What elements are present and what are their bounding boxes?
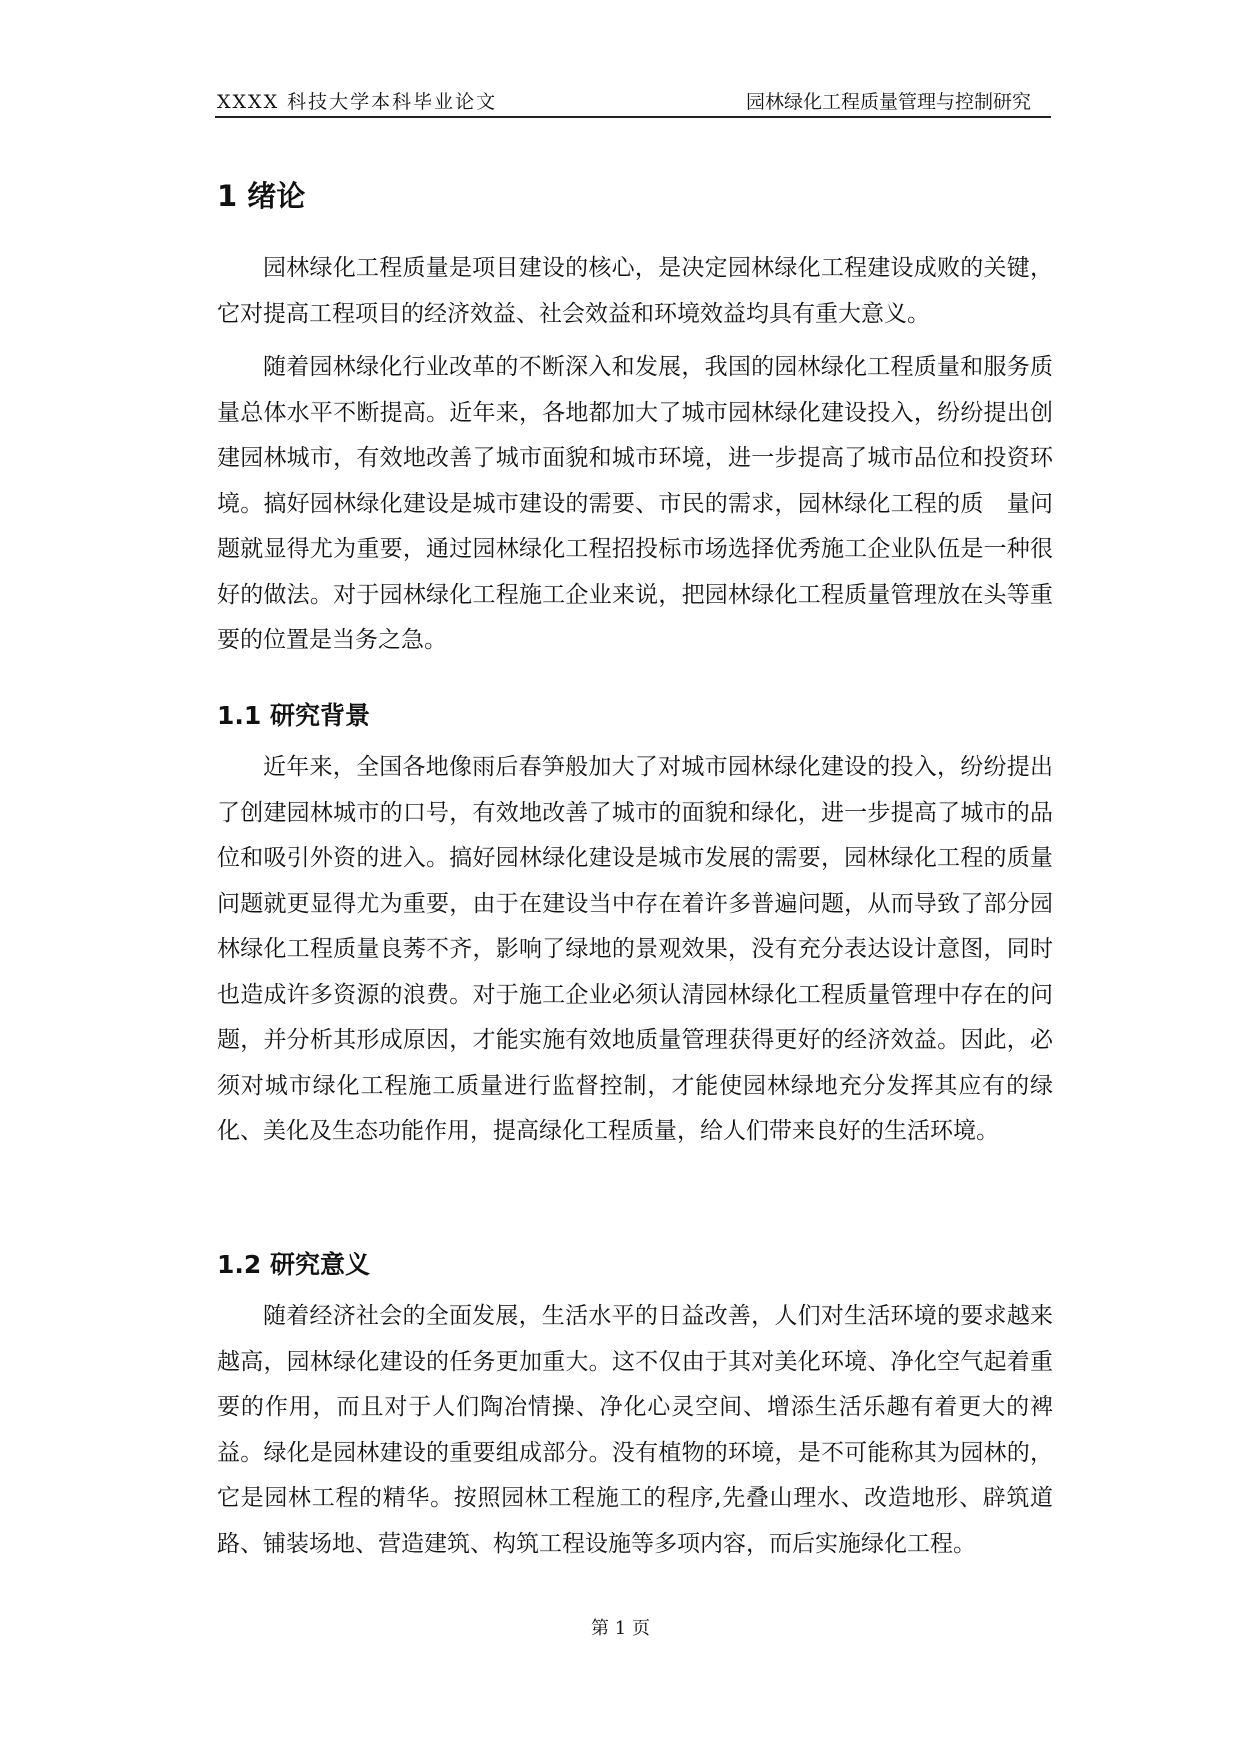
section-heading-background: 1.1 研究背景 (217, 701, 370, 730)
page-header (215, 84, 1051, 118)
section-heading-significance: 1.2 研究意义 (217, 1250, 370, 1279)
chapter-paragraph-2: 随着园林绿化行业改革的不断深入和发展，我国的园林绿化工程质量和服务质量总体水平不断提高。近年来，各地都加大了城市园林绿化建设投入，纷纷提出创建园林城市，有效地改善了城市面貌和城市环境，进一步提高了城市品位和投资环境。搞好园林绿化建设是城市建设的需要、市民的需求，园林绿化工程的质 量问题就显得尤为重要，通过园林绿化工程招投标市场选择优秀施工企业队伍是一种很好的做法。对于园林绿化工程施工企业来说，把园林绿化工程质量管理放在头等重要的位置是当务之急。 (217, 354, 1053, 653)
chapter-paragraph-1: 园林绿化工程质量是项目建设的核心，是决定园林绿化工程建设成败的关键，它对提高工程项目的经济效益、社会效益和环境效益均具有重大意义。 (217, 255, 1053, 327)
section-paragraph-background: 近年来，全国各地像雨后春笋般加大了对城市园林绿化建设的投入，纷纷提出了创建园林城市的口号，有效地改善了城市的面貌和绿化，进一步提高了城市的品位和吸引外资的进入。搞好园林绿化建设是城市发展的需要，园林绿化工程的质量问题就更显得尤为重要，由于在建设当中存在着许多普遍问题，从而导致了部分园林绿化工程质量良莠不齐，影响了绿地的景观效果，没有充分表达设计意图，同时也造成许多资源的浪费。对于施工企业必须认清园林绿化工程质量管理中存在的问题，并分析其形成原因，才能实施有效地质量管理获得更好的经济效益。因此，必须对城市绿化工程施工质量进行监督控制，才能使园林绿地充分发挥其应有的绿化、美化及生态功能作用，提高绿化工程质量，给人们带来良好的生活环境。 (217, 754, 1053, 1144)
header-thesis-title: 园林绿化工程质量管理与控制研究 (745, 91, 1031, 113)
header-university-title: XXXX 科技大学本科毕业论文 (217, 91, 498, 113)
chapter-heading: 1 绪论 (217, 179, 306, 213)
section-paragraph-significance: 随着经济社会的全面发展，生活水平的日益改善，人们对生活环境的要求越来越高，园林绿化建设的任务更加重大。这不仅由于其对美化环境、净化空气起着重要的作用，而且对于人们陶冶情操、净化心灵空间、增添生活乐趣有着更大的裨益。绿化是园林建设的重要组成部分。没有植物的环境，是不可能称其为园林的，它是园林工程的精华。按照园林工程施工的程序,先叠山理水、改造地形、辟筑道路、铺装场地、营造建筑、构筑工程设施等多项内容，而后实施绿化工程。 (217, 1303, 1053, 1557)
page-number: 第 1 页 (591, 1618, 650, 1639)
